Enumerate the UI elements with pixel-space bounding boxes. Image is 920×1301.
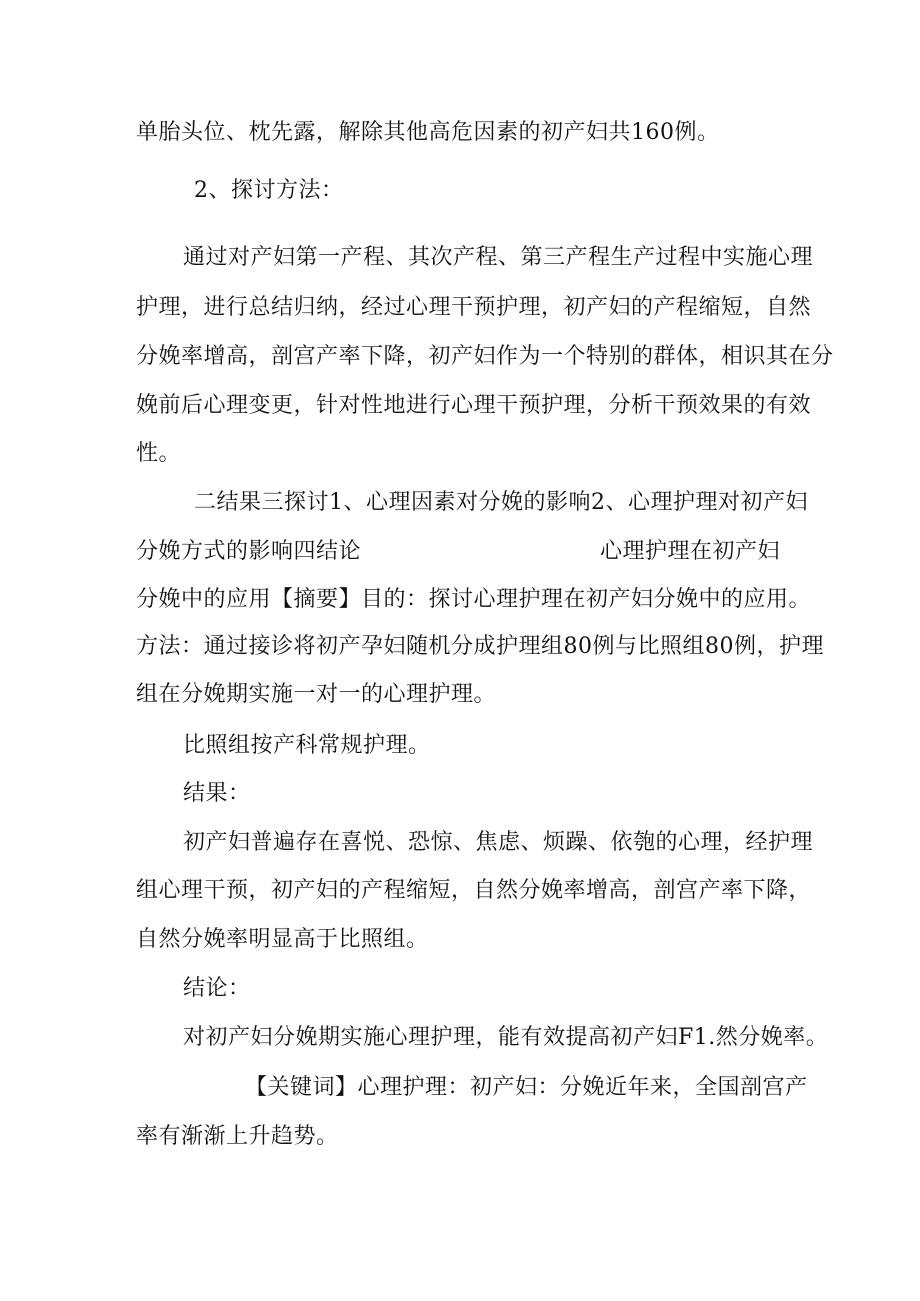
text-line-10: 分娩中的应用【摘要】目的：探讨心理护理在初产妇分娩中的应用。: [136, 587, 812, 612]
text-line-15: 初产妇普遍存在喜悦、恐惊、焦虑、烦躁、依匏的心理，经护理: [183, 830, 814, 855]
keywords-line: 【关键词】心理护理：初产妇：分娩近年来，全国剖宫产: [245, 1075, 808, 1100]
section-heading-method: 2、探讨方法：: [194, 178, 344, 203]
text-line-5: 分娩率增高，剖宫产率下降，初产妇作为一个特别的群体，相识其在分: [136, 344, 834, 369]
heading-result: 结果：: [183, 781, 251, 806]
text-line-6: 娩前后心理变更，针对性地进行心理干预护理，分析干预效果的有效: [136, 393, 812, 418]
text-line-4: 护理，进行总结归纳，经过心理干预护理，初产妇的产程缩短，自然: [136, 295, 812, 320]
text-line-19: 对初产妇分娩期实施心理护理，能有效提高初产妇F1.然分娩率。: [183, 1025, 829, 1050]
text-line-12: 组在分娩期实施一对一的心理护理。: [136, 682, 497, 707]
text-line-16: 组心理干预，初产妇的产程缩短，自然分娩率增高，剖宫产率下降，: [136, 878, 812, 903]
text-line-9: 分娩方式的影响四结论: [136, 539, 362, 564]
text-line-7: 性。: [136, 441, 182, 466]
text-line-17: 自然分娩率明显高于比照组。: [136, 927, 429, 952]
text-line-8: 二结果三探讨1、心理因素对分娩的影响2、心理护理对初产妇: [194, 490, 808, 515]
text-line-13: 比照组按产科常规护理。: [183, 733, 431, 758]
heading-conclusion: 结论：: [183, 976, 251, 1001]
text-line-9-right: 心理护理在初产妇: [600, 539, 781, 564]
text-line-21: 率有渐渐上升趋势。: [136, 1124, 339, 1149]
text-line-3: 通过对产妇第一产程、其次产程、第三产程生产过程中实施心理: [183, 245, 814, 270]
text-line-11: 方法：通过接诊将初产孕妇随机分成护理组80例与比照组80例，护理: [136, 634, 824, 659]
text-line-1: 单胎头位、枕先露，解除其他高危因素的初产妇共160例。: [136, 120, 720, 145]
